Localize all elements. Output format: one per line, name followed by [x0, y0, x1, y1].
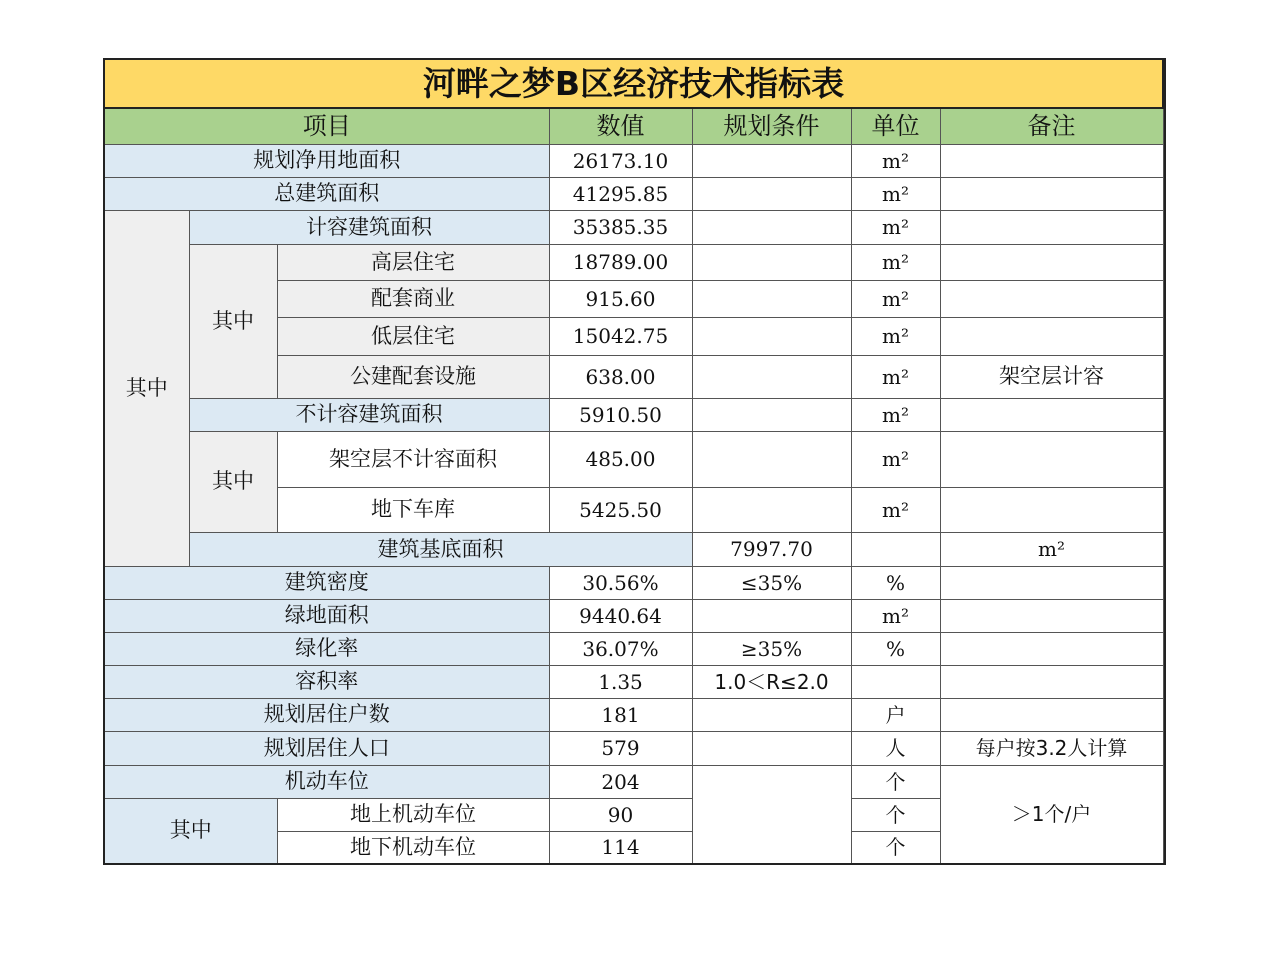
- header-item: 项目: [104, 108, 549, 144]
- row-note: [1163, 532, 1165, 566]
- row-value: 485.00: [549, 431, 692, 487]
- table-row: [104, 765, 1165, 798]
- row-condition: [692, 280, 851, 317]
- row-condition: [692, 317, 851, 355]
- row-label: 机动车位: [104, 765, 549, 798]
- table-row: [104, 210, 1165, 244]
- title-row: [104, 59, 1165, 108]
- header-condition: 规划条件: [692, 108, 851, 144]
- row-note: [940, 632, 1163, 665]
- header-value: 数值: [549, 108, 692, 144]
- row-value: 5425.50: [549, 487, 692, 532]
- row-unit: 个: [851, 798, 940, 831]
- row-value: 15042.75: [549, 317, 692, 355]
- row-note: ＞1个/户: [940, 765, 1163, 864]
- row-unit: m²: [851, 599, 940, 632]
- row-value: 9440.64: [549, 599, 692, 632]
- table-row: [104, 244, 1165, 280]
- row-unit: 个: [851, 831, 940, 864]
- row-label: 总建筑面积: [104, 177, 549, 210]
- row-condition: [692, 698, 851, 731]
- table-row: [104, 177, 1165, 210]
- row-label: 容积率: [104, 665, 549, 698]
- row-value: 1.35: [549, 665, 692, 698]
- row-note: [940, 177, 1163, 210]
- row-value: 35385.35: [549, 210, 692, 244]
- table-row: [104, 431, 1165, 487]
- row-condition: [851, 532, 940, 566]
- header-note: 备注: [940, 108, 1163, 144]
- row-condition: [692, 431, 851, 487]
- row-condition: ≤35%: [692, 566, 851, 599]
- row-note: [940, 210, 1163, 244]
- row-unit: m²: [851, 210, 940, 244]
- row-label: 公建配套设施: [277, 355, 549, 398]
- row-unit: m²: [851, 431, 940, 487]
- table-row: [104, 532, 1165, 566]
- row-unit: m²: [851, 317, 940, 355]
- row-condition: [692, 144, 851, 177]
- indicator-table: [103, 58, 1166, 865]
- row-label: 规划净用地面积: [104, 144, 549, 177]
- row-label: 配套商业: [277, 280, 549, 317]
- row-note: [940, 698, 1163, 731]
- table-row: [104, 665, 1165, 698]
- row-value: 26173.10: [549, 144, 692, 177]
- row-label: 低层住宅: [277, 317, 549, 355]
- row-value: 579: [549, 731, 692, 765]
- row-label: 规划居住户数: [104, 698, 549, 731]
- row-label: 架空层不计容面积: [277, 431, 549, 487]
- row-value: 90: [549, 798, 692, 831]
- row-label: 规划居住人口: [104, 731, 549, 765]
- row-unit: m²: [851, 144, 940, 177]
- table-title: 河畔之梦B区经济技术指标表: [104, 59, 1163, 108]
- row-unit: m²: [851, 355, 940, 398]
- row-label: 地下车库: [277, 487, 549, 532]
- row-note: [940, 665, 1163, 698]
- row-note: [940, 566, 1163, 599]
- row-condition: 1.0＜R≤2.0: [692, 665, 851, 698]
- row-value: 41295.85: [549, 177, 692, 210]
- row-condition: [692, 210, 851, 244]
- row-label: 建筑基底面积: [189, 532, 692, 566]
- row-unit: m²: [851, 177, 940, 210]
- header-row: [104, 108, 1165, 144]
- table-row: [104, 566, 1165, 599]
- row-condition: [692, 398, 851, 431]
- row-unit: m²: [851, 280, 940, 317]
- row-value: 5910.50: [549, 398, 692, 431]
- row-note: [940, 487, 1163, 532]
- subgroup-label: 其中: [189, 431, 277, 532]
- row-value: 181: [549, 698, 692, 731]
- row-value: 30.56%: [549, 566, 692, 599]
- row-condition: [692, 355, 851, 398]
- row-value: 638.00: [549, 355, 692, 398]
- row-note: [940, 398, 1163, 431]
- row-label: 绿地面积: [104, 599, 549, 632]
- row-unit: m²: [851, 398, 940, 431]
- table-row: [104, 599, 1165, 632]
- row-condition: ≥35%: [692, 632, 851, 665]
- row-condition: [692, 177, 851, 210]
- row-note: [940, 244, 1163, 280]
- row-condition: [692, 244, 851, 280]
- row-label: 建筑密度: [104, 566, 549, 599]
- row-value: 36.07%: [549, 632, 692, 665]
- row-label: 地下机动车位: [277, 831, 549, 864]
- row-value: 915.60: [549, 280, 692, 317]
- table-row: [104, 398, 1165, 431]
- row-value: 114: [549, 831, 692, 864]
- row-condition: [692, 487, 851, 532]
- table-row: [104, 698, 1165, 731]
- row-unit: m²: [851, 487, 940, 532]
- row-unit: %: [851, 566, 940, 599]
- row-condition: [692, 731, 851, 765]
- row-note: [940, 144, 1163, 177]
- row-unit: m²: [851, 244, 940, 280]
- row-value: 7997.70: [692, 532, 851, 566]
- row-unit: 人: [851, 731, 940, 765]
- row-note: [940, 317, 1163, 355]
- row-note: [940, 280, 1163, 317]
- row-unit: [851, 665, 940, 698]
- table-row: [104, 731, 1165, 765]
- row-value: 204: [549, 765, 692, 798]
- row-label: 高层住宅: [277, 244, 549, 280]
- row-unit: m²: [940, 532, 1163, 566]
- row-condition: [692, 765, 851, 864]
- row-note: 架空层计容: [940, 355, 1163, 398]
- row-note: 每户按3.2人计算: [940, 731, 1163, 765]
- subgroup-label: 其中: [189, 244, 277, 398]
- row-label: 计容建筑面积: [189, 210, 549, 244]
- row-note: [940, 431, 1163, 487]
- header-unit: 单位: [851, 108, 940, 144]
- row-label: 不计容建筑面积: [189, 398, 549, 431]
- table-row: [104, 144, 1165, 177]
- row-unit: 户: [851, 698, 940, 731]
- group-label: 其中: [104, 210, 189, 566]
- row-unit: %: [851, 632, 940, 665]
- row-label: 绿化率: [104, 632, 549, 665]
- row-label: 地上机动车位: [277, 798, 549, 831]
- table-row: [104, 632, 1165, 665]
- row-unit: 个: [851, 765, 940, 798]
- group-label: 其中: [104, 798, 277, 864]
- row-condition: [692, 599, 851, 632]
- row-value: 18789.00: [549, 244, 692, 280]
- row-note: [940, 599, 1163, 632]
